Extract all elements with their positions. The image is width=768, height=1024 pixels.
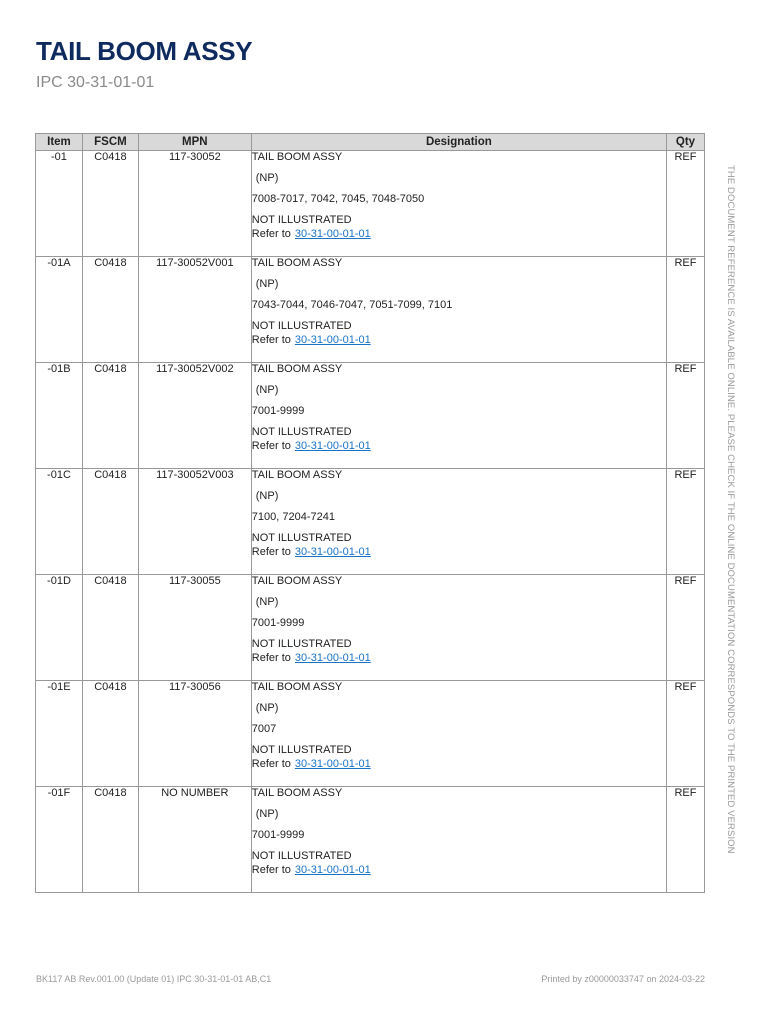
page-title: TAIL BOOM ASSY: [36, 36, 253, 66]
refer-to-link[interactable]: 30-31-00-01-01: [294, 228, 371, 240]
cell-fscm: C0418: [82, 151, 138, 257]
part-name: TAIL BOOM ASSY: [251, 787, 343, 799]
header-fscm: FSCM: [82, 134, 138, 151]
cell-mpn: 117-30052V003: [138, 469, 251, 575]
cell-designation: [251, 363, 666, 469]
header-item: Item: [36, 134, 83, 151]
header-qty: Qty: [666, 134, 704, 151]
cell-mpn: NO NUMBER: [138, 787, 251, 893]
refer-to-line: [252, 757, 666, 771]
not-illustrated-note: NOT ILLUSTRATED: [251, 320, 352, 332]
cell-qty: REF: [666, 363, 704, 469]
cell-designation: [251, 257, 666, 363]
not-illustrated-note: NOT ILLUSTRATED: [251, 532, 352, 544]
refer-to-link[interactable]: 30-31-00-01-01: [294, 652, 371, 664]
cell-qty: REF: [666, 575, 704, 681]
effectivity-range: 7001-9999: [251, 617, 305, 629]
cell-item: -01B: [36, 363, 83, 469]
effectivity-range: 7008-7017, 7042, 7045, 7048-7050: [251, 193, 425, 205]
effectivity-range: 7043-7044, 7046-7047, 7051-7099, 7101: [251, 299, 453, 311]
refer-to-label: Refer to: [251, 652, 291, 664]
cell-fscm: C0418: [82, 575, 138, 681]
cell-fscm: C0418: [82, 257, 138, 363]
cell-mpn: 117-30055: [138, 575, 251, 681]
not-illustrated-note: NOT ILLUSTRATED: [251, 744, 352, 756]
not-illustrated-note: NOT ILLUSTRATED: [251, 426, 352, 438]
refer-to-line: [252, 863, 666, 877]
table-row: [36, 469, 705, 575]
effectivity-range: 7007: [251, 723, 277, 735]
cell-fscm: C0418: [82, 787, 138, 893]
table-row: [36, 575, 705, 681]
cell-fscm: C0418: [82, 469, 138, 575]
refer-to-link[interactable]: 30-31-00-01-01: [294, 440, 371, 452]
effectivity-range: 7100, 7204-7241: [251, 511, 335, 523]
np-flag: (NP): [255, 490, 279, 502]
cell-designation: [251, 575, 666, 681]
refer-to-label: Refer to: [251, 758, 291, 770]
cell-qty: REF: [666, 469, 704, 575]
cell-designation: [251, 787, 666, 893]
cell-fscm: C0418: [82, 681, 138, 787]
table-body: [36, 151, 705, 893]
refer-to-label: Refer to: [251, 334, 291, 346]
refer-to-label: Refer to: [251, 228, 291, 240]
refer-to-line: [252, 227, 666, 241]
np-flag: (NP): [255, 278, 279, 290]
np-flag: (NP): [255, 384, 279, 396]
part-name: TAIL BOOM ASSY: [251, 363, 343, 375]
cell-mpn: 117-30052V001: [138, 257, 251, 363]
cell-designation: [251, 151, 666, 257]
cell-fscm: C0418: [82, 363, 138, 469]
cell-item: -01D: [36, 575, 83, 681]
refer-to-line: [252, 439, 666, 453]
footer-printed-by: Printed by z00000033747 on 2024-03-22: [541, 974, 705, 984]
cell-qty: REF: [666, 681, 704, 787]
refer-to-label: Refer to: [251, 440, 291, 452]
cell-item: -01A: [36, 257, 83, 363]
cell-item: -01: [36, 151, 83, 257]
cell-item: -01C: [36, 469, 83, 575]
cell-qty: REF: [666, 257, 704, 363]
online-reference-notice: THE DOCUMENT REFERENCE IS AVAILABLE ONLINE. PLEASE CHECK IF THE ONLINE DOCUMENTATION CORRESPONDS TO THE PRINTED VERSION: [725, 165, 736, 854]
effectivity-range: 7001-9999: [251, 829, 305, 841]
table-row: [36, 363, 705, 469]
cell-mpn: 117-30052V002: [138, 363, 251, 469]
table-row: [36, 787, 705, 893]
cell-item: -01F: [36, 787, 83, 893]
part-name: TAIL BOOM ASSY: [251, 681, 343, 693]
refer-to-label: Refer to: [251, 864, 291, 876]
cell-qty: REF: [666, 151, 704, 257]
refer-to-link[interactable]: 30-31-00-01-01: [294, 334, 371, 346]
np-flag: (NP): [255, 702, 279, 714]
not-illustrated-note: NOT ILLUSTRATED: [251, 850, 352, 862]
cell-qty: REF: [666, 787, 704, 893]
table-header-row: [36, 134, 705, 151]
cell-mpn: 117-30052: [138, 151, 251, 257]
not-illustrated-note: NOT ILLUSTRATED: [251, 214, 352, 226]
page-subtitle: IPC 30-31-01-01: [36, 74, 155, 91]
refer-to-line: [252, 545, 666, 559]
refer-to-link[interactable]: 30-31-00-01-01: [294, 864, 371, 876]
refer-to-line: [252, 333, 666, 347]
cell-mpn: 117-30056: [138, 681, 251, 787]
refer-to-label: Refer to: [251, 546, 291, 558]
cell-designation: [251, 681, 666, 787]
part-name: TAIL BOOM ASSY: [251, 469, 343, 481]
footer-document-id: BK117 AB Rev.001.00 (Update 01) IPC 30-31-01-01 AB,C1: [36, 974, 272, 984]
parts-table: [35, 133, 705, 893]
refer-to-link[interactable]: 30-31-00-01-01: [294, 546, 371, 558]
np-flag: (NP): [255, 808, 279, 820]
np-flag: (NP): [255, 596, 279, 608]
header-designation: Designation: [251, 134, 666, 151]
header-mpn: MPN: [138, 134, 251, 151]
table-row: [36, 257, 705, 363]
cell-designation: [251, 469, 666, 575]
refer-to-link[interactable]: 30-31-00-01-01: [294, 758, 371, 770]
part-name: TAIL BOOM ASSY: [251, 575, 343, 587]
cell-item: -01E: [36, 681, 83, 787]
not-illustrated-note: NOT ILLUSTRATED: [251, 638, 352, 650]
table-row: [36, 151, 705, 257]
part-name: TAIL BOOM ASSY: [251, 151, 343, 163]
refer-to-line: [252, 651, 666, 665]
effectivity-range: 7001-9999: [251, 405, 305, 417]
table-row: [36, 681, 705, 787]
np-flag: (NP): [255, 172, 279, 184]
part-name: TAIL BOOM ASSY: [251, 257, 343, 269]
